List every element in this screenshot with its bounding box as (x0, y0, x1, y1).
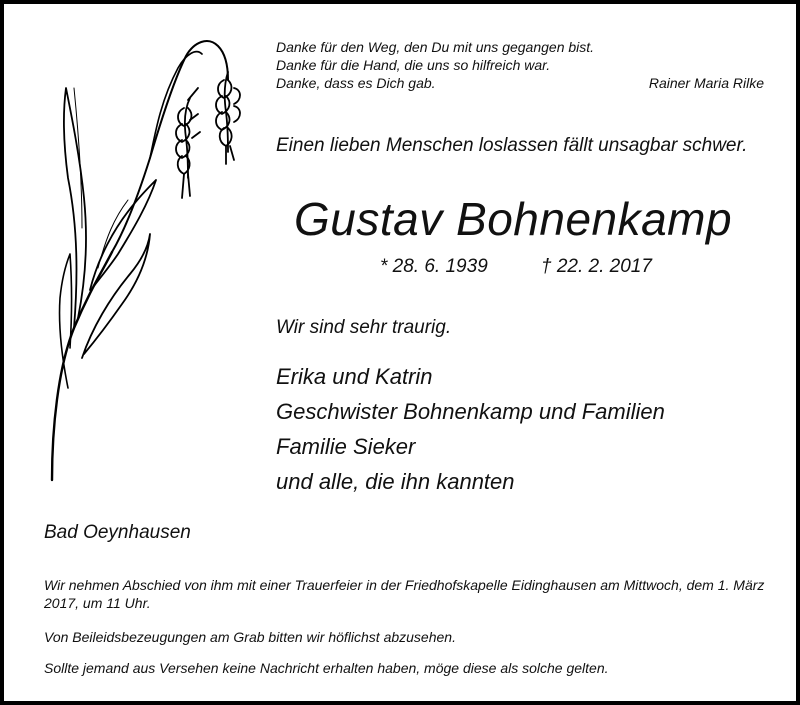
quote-line: Danke, dass es Dich gab. (276, 75, 436, 91)
death-date: † 22. 2. 2017 (541, 256, 652, 277)
rilke-quote (276, 38, 764, 92)
mourners-list (276, 359, 665, 499)
grain-stalk-icon (38, 28, 248, 488)
mourner: und alle, die ihn kannten (276, 469, 515, 494)
quote-line: Danke für den Weg, den Du mit uns gegangen bist. (276, 39, 595, 55)
ceremony-notice: Wir nehmen Abschied von ihm mit einer Trauerfeier in der Friedhofskapelle Eidinghausen am Mittwoch, dem 1. März 2017, um 11 Uhr. (44, 577, 765, 611)
motto: Einen lieben Menschen loslassen fällt unsagbar schwer. (276, 135, 748, 156)
mourner: Erika und Katrin (276, 364, 433, 389)
mourner: Familie Sieker (276, 434, 416, 459)
sad-line: Wir sind sehr traurig. (276, 317, 452, 338)
place: Bad Oeynhausen (44, 522, 191, 543)
quote-line: Danke für die Hand, die uns so hilfreich war. (276, 57, 551, 73)
quote-author: Rainer Maria Rilke (648, 75, 764, 91)
birth-date: * 28. 6. 1939 (380, 256, 488, 277)
no-message-notice: Sollte jemand aus Versehen keine Nachricht erhalten haben, möge diese als solche gelten. (44, 660, 609, 676)
deceased-name: Gustav Bohnenkamp (294, 193, 733, 245)
mourner: Geschwister Bohnenkamp und Familien (276, 399, 665, 424)
condolence-notice: Von Beileidsbezeugungen am Grab bitten wir höflichst abzusehen. (44, 629, 456, 645)
